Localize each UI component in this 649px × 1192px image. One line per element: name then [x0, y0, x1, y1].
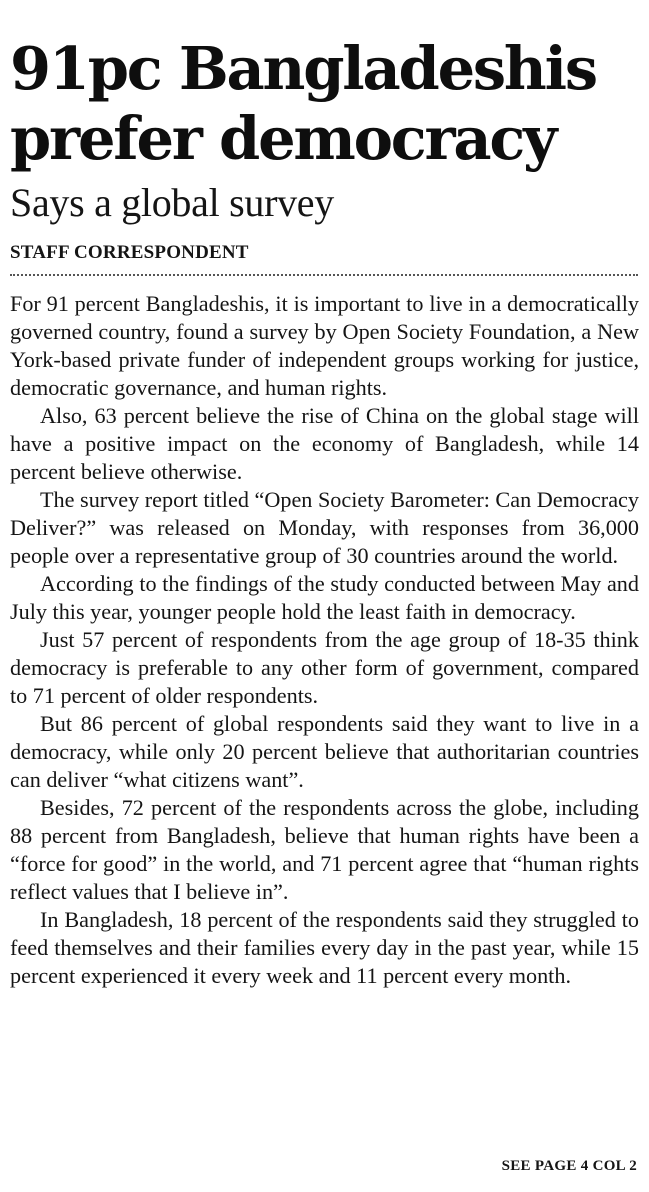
- continuation-note: SEE PAGE 4 COL 2: [501, 1158, 637, 1174]
- paragraph-4: According to the findings of the study conducted between May and July this year, younger people hold the least faith in democracy.: [10, 571, 639, 624]
- dotted-divider: [10, 274, 638, 276]
- headline-line-2: prefer democracy: [10, 104, 556, 173]
- paragraph-5: Just 57 percent of respondents from the age group of 18-35 think democracy is preferable to any other form of government, compared to 71 percent of older respondents.: [10, 627, 639, 708]
- paragraph-1: For 91 percent Bangladeshis, it is important to live in a democratically governed country, found a survey by Open Society Foundation, a New York-based private funder of independent groups working for justice, democratic governance, and human rights.: [10, 291, 639, 400]
- paragraph-3: The survey report titled “Open Society Barometer: Can Democracy Deliver?” was released on Monday, with responses from 36,000 people over a representative group of 30 countries around the world.: [10, 487, 639, 568]
- paragraph-2: Also, 63 percent believe the rise of China on the global stage will have a positive impact on the economy of Bangladesh, while 14 percent believe otherwise.: [10, 403, 639, 484]
- byline: STAFF CORRESPONDENT: [10, 242, 249, 263]
- headline-line-1: 91pc Bangladeshis: [10, 34, 596, 103]
- paragraph-7: Besides, 72 percent of the respondents across the globe, including 88 percent from Bangladesh, believe that human rights have been a “force for good” in the world, and 71 percent agree that “human rights reflect values that I believe in”.: [10, 795, 639, 904]
- news-article: [10, 0, 639, 990]
- paragraph-6: But 86 percent of global respondents said they want to live in a democracy, while only 20 percent believe that authoritarian countries can deliver “what citizens want”.: [10, 711, 639, 792]
- paragraph-8: In Bangladesh, 18 percent of the respondents said they struggled to feed themselves and their families every day in the past year, while 15 percent experienced it every week and 11 percent every month.: [10, 907, 639, 988]
- subheadline: Says a global survey: [10, 180, 334, 225]
- headline: [10, 34, 639, 174]
- article-body: [10, 290, 639, 990]
